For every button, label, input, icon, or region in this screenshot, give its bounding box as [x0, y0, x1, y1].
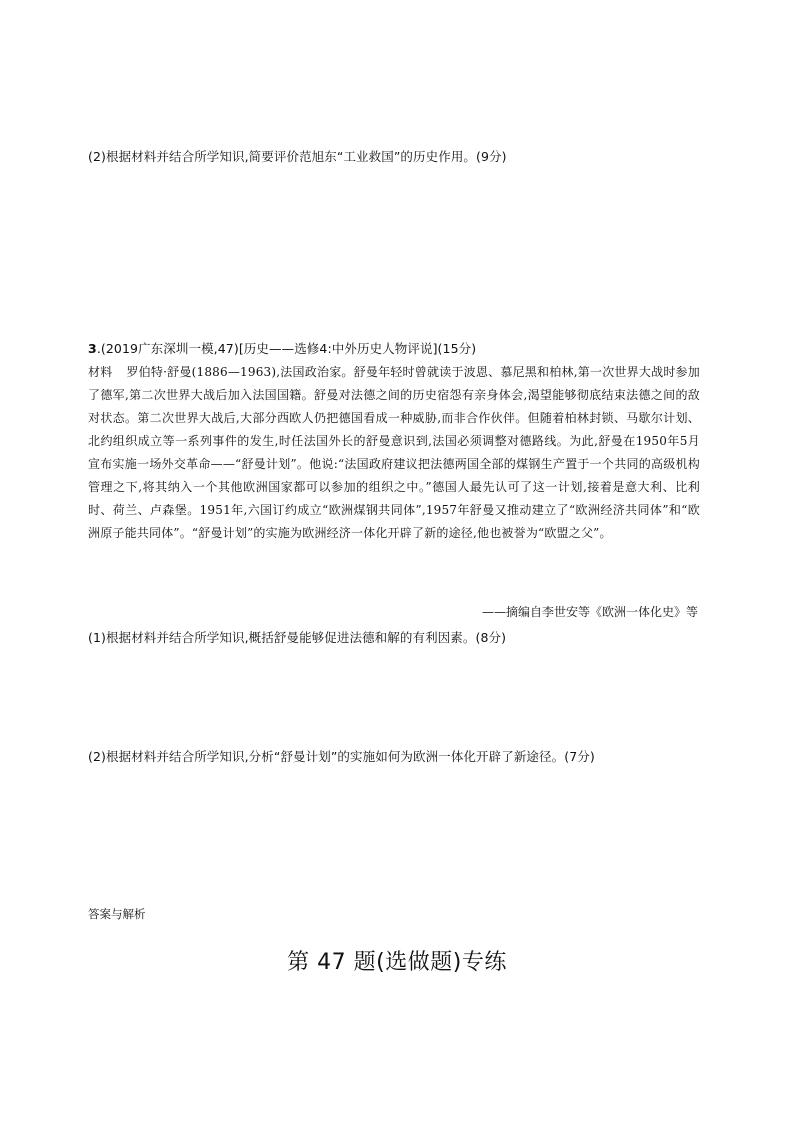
question-3-part-2: (2)根据材料并结合所学知识,分析“舒曼计划”的实施如何为欧洲一体化开辟了新途径。(7分) [88, 749, 595, 764]
question-3-number: 3 [88, 341, 97, 356]
material-label: 材料 [88, 365, 113, 379]
material-source: ——摘编自李世安等《欧洲一体化史》等 [481, 605, 698, 619]
question-3-material [88, 361, 700, 545]
question-2-part-2: (2)根据材料并结合所学知识,简要评价范旭东“工业救国”的历史作用。(9分) [88, 149, 507, 164]
question-3-header-text: .(2019广东深圳一模,47)[历史——选修4:中外历史人物评说](15分) [96, 341, 477, 356]
question-3-part-1: (1)根据材料并结合所学知识,概括舒曼能够促进法德和解的有利因素。(8分) [88, 630, 507, 645]
material-text: 罗伯特·舒曼(1886—1963),法国政治家。舒曼年轻时曾就读于波恩、慕尼黑和柏林,第一次世界大战时参加了德军,第二次世界大战后加入法国国籍。舒曼对法德之间的历史宿怨有亲身体会,渴望能够彻底结束法德之间的敌对状态。第二次世界大战后,大部分西欧人仍把德国看成一种威胁,而非合作伙伴。但随着柏林封锁、马歇尔计划、北约组织成立等一系列事件的发生,时任法国外长的舒曼意识到,法国必须调整对德路线。为此,舒曼在1950年5月宣布实施一场外交革命——“舒曼计划”。他说:“法国政府建议把法德两国全部的煤钢生产置于一个共同的高级机构管理之下,将其纳入一个其他欧洲国家都可以参加的组织之中。”德国人最先认可了这一计划,接着是意大利、比利时、荷兰、卢森堡。1951年,六国订约成立“欧洲煤钢共同体”,1957年舒曼又推动建立了“欧洲经济共同体”和“欧洲原子能共同体”。“舒曼计划”的实施为欧洲经济一体化开辟了新的途径,他也被誉为“欧盟之父”。 [88, 365, 700, 540]
question-3-header [88, 340, 700, 358]
answer-title: 第 47 题(选做题)专练 [287, 950, 507, 975]
answer-section-label: 答案与解析 [88, 907, 146, 921]
